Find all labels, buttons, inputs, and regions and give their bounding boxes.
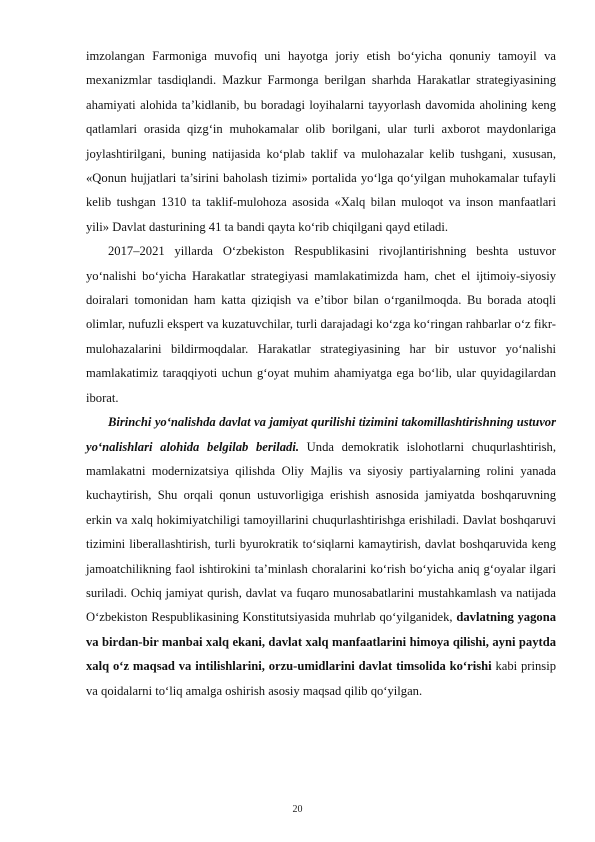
page-number: 20 [292, 804, 303, 815]
paragraph-3-bold-quote: davlatning yagona va birdan-bir manbai xalq ekani, davlat xalq manfaatlarini himoya qilishi, ayni paytda xalq o‘z maqsad va intilishlarini, orzu-umidlarini davlat timsolida ko‘rishi [86, 610, 557, 674]
paragraph-3-heading: Birinchi yo‘nalishda davlat va jamiyat qurilishi tizimini takomillashtirishning ustuvor yo‘nalishlari alohida belgilab beriladi. [86, 415, 556, 454]
paragraph-2 [86, 239, 556, 410]
paragraph-1 [86, 44, 556, 239]
paragraph-3-text-b: kabi prinsip va qoidalarni to‘liq amalga oshirish asosiy maqsad qilib qo‘yilgan. [86, 659, 556, 698]
document-body [86, 44, 556, 703]
paragraph-3-text-a: Unda demokratik islohotlarni chuqurlashtirish, mamlakatni modernizatsiya qilishda Oliy Majlis va siyosiy partiyalarning rolini yanada kuchaytirish, Shu orqali qonun ustuvorligiga erishish asnosida jamiyatda boshqaruvning erkin va xalq hokimiyatchiligi tamoyillarini chuqurlashtirishga erishiladi. Davlat boshqaruvi tizimini liberallashtirish, turli byurokratik to‘siqlarni kamaytirish, davlat boshqaruvida keng jamoatchilikning faol ishtirokini ta’minlash choralarini ko‘rish bo‘yicha aniq g‘oyalar ilgari suriladi. Ochiq jamiyat qurish, davlat va fuqaro munosabatlarini mustahkamlash va natijada O‘zbekiston Respublikasining Konstitutsiyasida muhrlab qo‘yilganidek, [86, 439, 556, 625]
paragraph-1-text: imzolangan Farmoniga muvofiq uni hayotga joriy etish bo‘yicha qonuniy tamoyil va mexanizmlar tasdiqlandi. Mazkur Farmonga berilgan sharhda Harakatlar strategiyasining ahamiyati alohida ta’kidlanib, bu boradagi loyihalarni tayyorlash davomida aholining keng qatlamlari orasida qizg‘in muhokamalar olib borilgani, ular turli axborot maydonlariga joylashtirilgani, buning natijasida ko‘plab taklif va mulohazalar kelib tushgani, xususan, «Qonun hujjatlari ta’sirini baholash tizimi» portalida yo‘lga qo‘yilgan muhokamalar tufayli kelib tushgan 1310 ta taklif-mulohoza asosida «Xalq bilan muloqot va inson manfaatlari yili» Davlat dasturining 41 ta bandi qayta ko‘rib chiqilgani qayd etiladi. [86, 49, 556, 234]
paragraph-2-text: 2017–2021 yillarda O‘zbekiston Respublikasini rivojlantirishning beshta ustuvor yo‘nalishi bo‘yicha Harakatlar strategiyasi mamlakatimizda ham, chet el ijtimoiy-siyosiy doiralari tomonidan ham katta qiziqish va e’tibor bilan o‘rganilmoqda. Bu borada atoqli olimlar, nufuzli ekspert va kuzatuvchilar, turli darajadagi ko‘zga ko‘ringan rahbarlar o‘z fikr-mulohazalarini bildirmoqdalar. Harakatlar strategiyasining har bir ustuvor yo‘nalishi mamlakatimiz taraqqiyoti uchun g‘oyat muhim ahamiyatga ega bo‘lib, ular quyidagilardan iborat. [86, 244, 556, 405]
paragraph-3 [86, 410, 556, 703]
